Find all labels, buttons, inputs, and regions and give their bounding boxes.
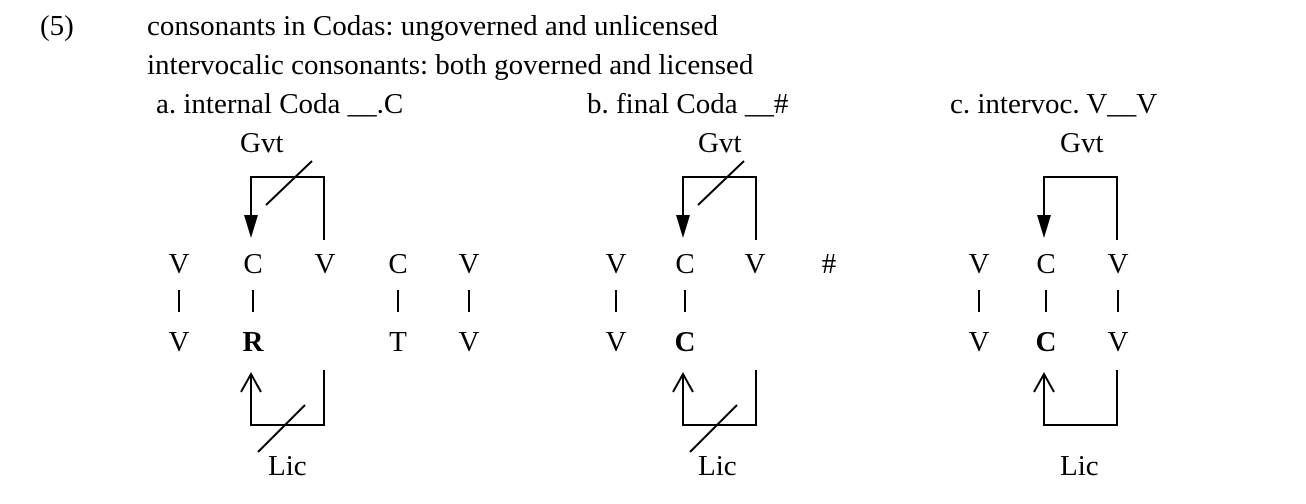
panel-c-top-symbol: V bbox=[968, 248, 990, 280]
description-line-1: consonants in Codas: ungoverned and unlicensed bbox=[147, 10, 719, 42]
panel-a-government-arrowhead bbox=[244, 215, 258, 238]
panel-c-top-symbol: V bbox=[1107, 248, 1129, 280]
panel-b-top-symbol: V bbox=[744, 248, 766, 280]
panel-c-licensing-arrow bbox=[1044, 370, 1117, 425]
panel-b-government-arrowhead bbox=[676, 215, 690, 238]
panel-b-government-arrow bbox=[683, 177, 756, 240]
panel-a-bottom-symbol-bold: R bbox=[242, 326, 264, 358]
panel-c-government-arrow bbox=[1044, 177, 1117, 240]
panel-a-licensing-block-slash bbox=[258, 405, 305, 452]
panel-a-heading: a. internal Coda __.C bbox=[156, 88, 404, 120]
panel-c-heading: c. intervoc. V__V bbox=[950, 88, 1158, 120]
panel-a-gvt-label: Gvt bbox=[240, 127, 284, 159]
panel-c-bottom-symbol: V bbox=[1107, 326, 1129, 358]
panel-b-top-symbol: # bbox=[821, 248, 837, 280]
panel-c-lic-label: Lic bbox=[1060, 450, 1099, 482]
panel-a-government-block-slash bbox=[266, 161, 312, 205]
panel-b-bottom-symbol-bold: C bbox=[674, 326, 696, 358]
panel-c-gvt-label: Gvt bbox=[1060, 127, 1104, 159]
example-number: (5) bbox=[40, 10, 74, 42]
panel-b-government-block-slash bbox=[698, 161, 744, 205]
panel-c-bottom-symbol: V bbox=[968, 326, 990, 358]
panel-b-top-symbol: C bbox=[675, 248, 695, 280]
panel-a-top-symbol: V bbox=[314, 248, 336, 280]
panel-c-bottom-symbol-bold: C bbox=[1035, 326, 1057, 358]
panel-a-top-symbol: V bbox=[168, 248, 190, 280]
panel-b-licensing-arrow bbox=[683, 370, 756, 425]
panel-b-top-symbol: V bbox=[605, 248, 627, 280]
description-line-2: intervocalic consonants: both governed and licensed bbox=[147, 49, 754, 81]
panel-a-top-symbol: V bbox=[458, 248, 480, 280]
panel-b-heading: b. final Coda __# bbox=[587, 88, 789, 120]
panel-c-government-arrowhead bbox=[1037, 215, 1051, 238]
panel-b-bottom-symbol: V bbox=[605, 326, 627, 358]
panel-b-licensing-block-slash bbox=[690, 405, 737, 452]
panel-a-bottom-symbol: V bbox=[458, 326, 480, 358]
panel-a-licensing-arrow bbox=[251, 370, 324, 425]
panel-a-bottom-symbol: T bbox=[389, 326, 407, 358]
panel-a-bottom-symbol: V bbox=[168, 326, 190, 358]
panel-b-gvt-label: Gvt bbox=[698, 127, 742, 159]
panel-a-lic-label: Lic bbox=[268, 450, 307, 482]
panel-b-lic-label: Lic bbox=[698, 450, 737, 482]
panel-a-top-symbol: C bbox=[243, 248, 263, 280]
panel-c-top-symbol: C bbox=[1036, 248, 1056, 280]
panel-a-top-symbol: C bbox=[388, 248, 408, 280]
panel-a-government-arrow bbox=[251, 177, 324, 240]
